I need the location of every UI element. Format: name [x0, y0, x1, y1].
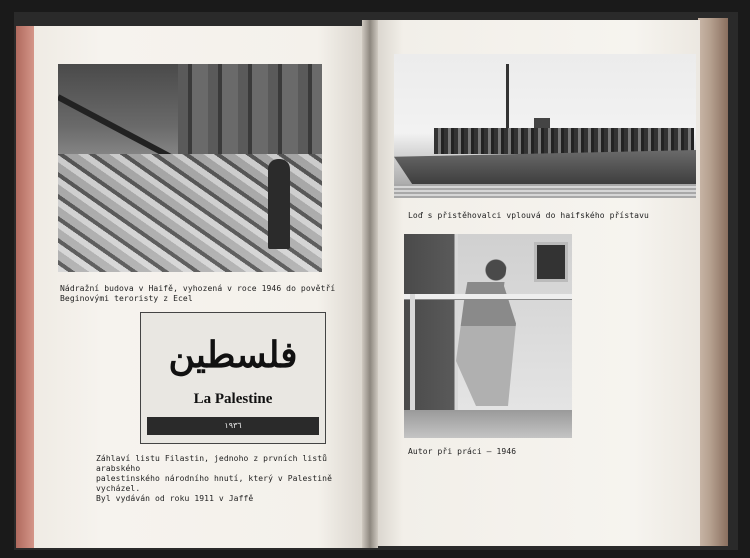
- crowded-deck: [434, 128, 694, 154]
- masthead-latin: La Palestine: [193, 391, 273, 407]
- floor: [404, 410, 572, 438]
- author-photo: [404, 234, 572, 438]
- newspaper-masthead-photo: [140, 312, 326, 444]
- book-gutter: [362, 20, 378, 548]
- caption-ship: Loď s přistěhovalci vplouvá do haifského přístavu: [408, 211, 649, 220]
- window: [534, 242, 568, 282]
- masthead-dateline: ١٩٣٦: [147, 417, 319, 435]
- ship-hull: [394, 150, 696, 184]
- ship-mast: [506, 64, 509, 134]
- masthead-arabic: فلسطين: [168, 334, 298, 376]
- standing-figure: [268, 159, 290, 249]
- caption-author: Autor při práci — 1946: [408, 447, 517, 456]
- scaffold-rail: [404, 294, 572, 299]
- ship-photo: [394, 54, 696, 198]
- caption-newspaper: Záhlaví listu Filastin, jednoho z prvních listů arabského palestinského národního hnutí, který v Palestině vycházel. Byl vydáván od roku 1911 v Jaffě: [96, 454, 332, 503]
- broken-beam: [58, 94, 174, 160]
- book-cover-edge-right: [698, 18, 728, 546]
- rubble-photo: [58, 64, 322, 272]
- harbor-water: [394, 184, 696, 198]
- caption-rubble: Nádražní budova v Haifě, vyhozená v roce 1946 do povětří Beginovými teroristy z Ecel: [60, 284, 336, 303]
